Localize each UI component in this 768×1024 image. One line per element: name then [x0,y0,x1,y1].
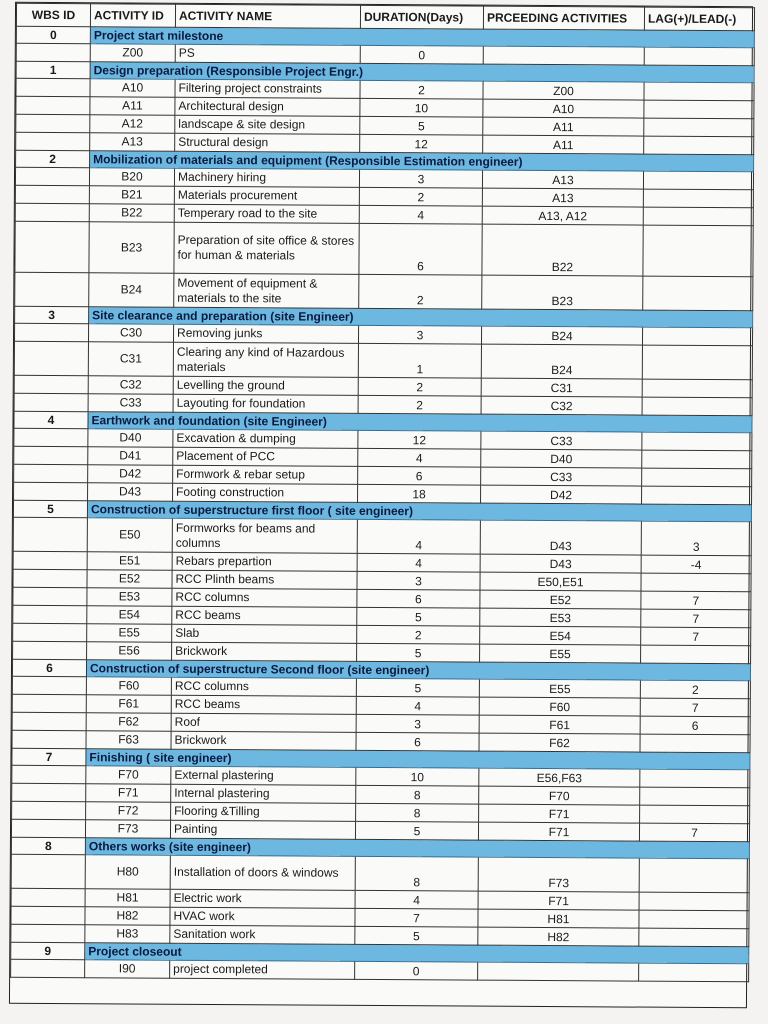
duration-days: 3 [357,571,480,590]
preceding-activities: H81 [478,909,639,928]
wbs-empty-cell [14,482,88,500]
activity-id: B20 [89,168,174,187]
activity-name: landscape & site design [175,115,360,134]
duration-days: 5 [357,607,480,626]
lag-lead: 7 [641,609,751,628]
activity-name: Preparation of site office & stores for human & materials [174,222,359,274]
activity-row [14,341,752,380]
lag-lead: -4 [641,555,751,574]
duration-days: 6 [358,466,481,485]
activity-id: D42 [88,465,173,484]
activity-id: F63 [86,731,171,750]
activity-id: B21 [89,186,174,205]
wbs-empty-cell [13,623,87,641]
activity-id: F60 [86,677,171,696]
lag-lead [644,100,754,119]
wbs-title: Earthwork and foundation (site Engineer) [88,412,752,433]
preceding-activities: D40 [481,449,642,468]
preceding-activities: D43 [480,554,641,573]
duration-days: 4 [355,890,478,909]
activity-id: A10 [90,79,175,98]
preceding-activities: F71 [478,822,639,841]
activity-name: HVAC work [170,907,355,926]
wbs-empty-cell [14,341,88,375]
activity-name: Architectural design [175,97,360,116]
lag-lead [642,327,752,346]
preceding-activities [483,46,644,65]
preceding-activities: A11 [483,135,644,154]
wbs-title: Construction of superstructure first floor ( site engineer) [87,501,751,522]
activity-id: H83 [85,925,170,944]
lag-lead [643,225,753,277]
activity-id: H82 [85,907,170,926]
activity-name: External plastering [171,766,356,785]
lag-lead [644,82,754,101]
preceding-activities: E52 [480,590,641,609]
duration-days: 10 [360,98,483,117]
duration-days: 4 [357,553,480,572]
activity-name: Placement of PCC [173,447,358,466]
preceding-activities: Z00 [483,81,644,100]
wbs-empty-cell [14,428,88,446]
preceding-activities: B24 [481,326,642,345]
wbs-empty-cell [16,96,90,114]
activity-id: C30 [88,324,173,343]
wbs-empty-cell [16,78,90,96]
preceding-activities: F71 [479,804,640,823]
activity-row [15,221,753,277]
preceding-activities: F62 [479,733,640,752]
activity-name: RCC Plinth beams [172,570,357,589]
duration-days: 6 [356,732,479,751]
activity-name: Formworks for beams and columns [172,518,357,553]
activity-name: Materials procurement [174,186,359,205]
duration-days: 5 [356,678,479,697]
preceding-activities: E55 [480,644,641,663]
duration-days: 8 [355,856,478,891]
duration-days: 6 [359,223,482,275]
preceding-activities: A11 [483,117,644,136]
schedule-sheet [9,2,753,1008]
activity-name: RCC beams [172,606,357,625]
lag-lead [644,136,754,155]
wbs-empty-cell [14,393,88,411]
wbs-title: Finishing ( site engineer) [86,749,750,770]
wbs-title: Project closeout [85,943,749,964]
wbs-empty-cell [14,446,88,464]
wbs-empty-cell [14,375,88,393]
activity-id: F73 [85,820,170,839]
duration-days: 8 [356,785,479,804]
activity-name: Electric work [170,889,355,908]
wbs-empty-cell [11,854,85,888]
activity-name: Layouting for foundation [173,394,358,413]
lag-lead [641,645,751,664]
lag-lead [642,486,752,505]
wbs-title: Construction of superstructure Second floor (site engineer) [86,660,750,681]
duration-days: 7 [355,908,478,927]
activity-id: C32 [88,376,173,395]
activity-name: Temperary road to the site [174,204,359,223]
activity-id: E50 [87,518,172,553]
duration-days: 0 [360,45,483,64]
activity-name: Painting [170,820,355,839]
duration-days: 10 [356,767,479,786]
wbs-title: Design preparation (Responsible Project Engr.) [90,62,754,83]
activity-name: RCC beams [171,695,356,714]
wbs-empty-cell [13,641,87,659]
preceding-activities: B23 [482,275,643,310]
lag-lead [642,450,752,469]
activity-name: Levelling the ground [173,376,358,395]
preceding-activities: E53 [480,608,641,627]
lag-lead [639,892,749,911]
duration-days: 2 [358,395,481,414]
wbs-title: Site clearance and preparation (site Engineer) [89,307,753,328]
activity-id: A13 [90,133,175,152]
wbs-id: 3 [15,306,89,323]
lag-lead [640,787,750,806]
lag-lead [639,910,749,929]
activity-name: Excavation & dumping [173,429,358,448]
activity-name: Flooring &Tilling [171,802,356,821]
wbs-id: 7 [12,748,86,765]
activity-id: F62 [86,713,171,732]
activity-name: Slab [172,624,357,643]
activity-row [11,959,749,982]
duration-days: 3 [358,325,481,344]
activity-name: Machinery hiring [174,168,359,187]
wbs-empty-cell [15,185,89,203]
lag-lead: 7 [639,823,749,842]
activity-id: E54 [87,606,172,625]
lag-lead: 6 [640,716,750,735]
wbs-empty-cell [13,551,87,569]
lag-lead [641,573,751,592]
lag-lead: 2 [640,680,750,699]
wbs-empty-cell [11,959,85,977]
activity-name: Internal plastering [171,784,356,803]
preceding-activities: F61 [479,715,640,734]
wbs-empty-cell [15,167,89,185]
activity-name: Sanitation work [170,925,355,944]
duration-days: 12 [360,134,483,153]
activity-id: E56 [87,642,172,661]
preceding-activities: C32 [481,396,642,415]
activity-id: F70 [86,766,171,785]
header-activity-id: ACTIVITY ID [90,4,175,28]
lag-lead [644,118,754,137]
lag-lead [640,734,750,753]
activity-id: A12 [90,115,175,134]
duration-days: 0 [355,961,478,980]
preceding-activities: C33 [481,431,642,450]
lag-lead [643,171,753,190]
lag-lead [644,47,754,66]
duration-days: 2 [359,187,482,206]
lag-lead: 7 [640,698,750,717]
activity-id: E52 [87,570,172,589]
duration-days: 1 [358,343,481,378]
duration-days: 5 [357,643,480,662]
header-preceding: PRCEEDING ACTIVITIES [483,6,644,30]
activity-id: B22 [89,204,174,223]
preceding-activities [478,962,639,981]
header-lag-lead: LAG(+)/LEAD(-) [644,7,754,31]
wbs-empty-cell [11,888,85,906]
wbs-empty-cell [11,924,85,942]
wbs-empty-cell [11,906,85,924]
activity-name: Removing junks [173,324,358,343]
lag-lead [640,769,750,788]
preceding-activities: A10 [483,99,644,118]
duration-days: 18 [358,484,481,503]
activity-name: Footing construction [173,483,358,502]
lag-lead [642,397,752,416]
lag-lead: 7 [641,591,751,610]
activity-row [11,854,749,893]
duration-days: 12 [358,430,481,449]
wbs-empty-cell [12,694,86,712]
wbs-empty-cell [12,801,86,819]
preceding-activities: F60 [479,697,640,716]
duration-days: 4 [357,519,480,554]
lag-lead [643,189,753,208]
wbs-id: 6 [12,659,86,676]
activity-id: I90 [85,960,170,979]
lag-lead: 3 [641,521,751,556]
duration-days: 4 [359,205,482,224]
preceding-activities: D43 [480,520,641,555]
wbs-empty-cell [15,221,89,272]
activity-name: Rebars prepartion [172,552,357,571]
activity-name: project completed [170,960,355,979]
duration-days: 2 [359,274,482,309]
activity-id: B24 [89,273,174,308]
preceding-activities: H82 [478,927,639,946]
duration-days: 3 [356,714,479,733]
wbs-empty-cell [12,712,86,730]
activity-table [10,3,755,982]
activity-id: Z00 [90,44,175,63]
duration-days: 4 [358,448,481,467]
activity-name: Roof [171,713,356,732]
activity-id: D40 [88,429,173,448]
activity-name: PS [175,44,360,63]
wbs-empty-cell [16,132,90,150]
activity-id: D41 [88,447,173,466]
wbs-empty-cell [11,819,85,837]
lag-lead [642,468,752,487]
wbs-empty-cell [12,765,86,783]
duration-days: 4 [356,696,479,715]
wbs-empty-cell [13,605,87,623]
activity-id: C31 [88,342,173,377]
preceding-activities: D42 [481,485,642,504]
duration-days: 5 [360,116,483,135]
lag-lead [642,432,752,451]
wbs-empty-cell [12,730,86,748]
lag-lead: 7 [641,627,751,646]
activity-id: E53 [87,588,172,607]
header-duration: DURATION(Days) [360,5,483,29]
duration-days: 8 [356,803,479,822]
preceding-activities: A13 [482,170,643,189]
duration-days: 5 [355,926,478,945]
lag-lead [640,805,750,824]
wbs-empty-cell [14,464,88,482]
preceding-activities: E54 [480,626,641,645]
wbs-id: 4 [14,411,88,428]
preceding-activities: E50,E51 [480,572,641,591]
preceding-activities: F73 [478,857,639,892]
activity-id: C33 [88,394,173,413]
activity-name: Movement of equipment & materials to the site [174,273,359,308]
wbs-title: Mobilization of materials and equipment (Responsible Estimation engineer) [90,151,754,172]
activity-row [13,517,751,556]
wbs-id: 2 [16,150,90,167]
lag-lead [643,207,753,226]
wbs-empty-cell [12,783,86,801]
wbs-id: 5 [13,500,87,517]
preceding-activities: B22 [482,224,643,276]
preceding-activities: F70 [479,786,640,805]
lag-lead [642,379,752,398]
duration-days: 2 [357,625,480,644]
activity-name: Structural design [175,133,360,152]
header-activity-name: ACTIVITY NAME [175,4,360,28]
duration-days: 2 [360,80,483,99]
wbs-id: 1 [16,61,90,78]
preceding-activities: F71 [478,891,639,910]
wbs-title: Others works (site engineer) [85,838,749,859]
wbs-empty-cell [13,587,87,605]
wbs-empty-cell [13,569,87,587]
preceding-activities: E55 [479,679,640,698]
lag-lead [642,345,752,380]
activity-id: H80 [85,855,170,890]
table-body [11,26,755,981]
activity-id: F71 [86,784,171,803]
wbs-empty-cell [16,114,90,132]
preceding-activities: A13, A12 [482,206,643,225]
activity-name: Filtering project constraints [175,79,360,98]
wbs-empty-cell [16,43,90,61]
duration-days: 5 [355,821,478,840]
activity-name: Installation of doors & windows [170,855,355,890]
wbs-id: 0 [16,26,90,43]
lag-lead [639,963,749,982]
activity-row [15,272,753,311]
activity-id: D43 [88,483,173,502]
lag-lead [639,928,749,947]
header-wbs-id: WBS ID [16,3,90,26]
activity-id: E51 [87,552,172,571]
wbs-id: 9 [11,942,85,959]
lag-lead [639,858,749,893]
activity-id: H81 [85,889,170,908]
wbs-id: 8 [11,837,85,854]
preceding-activities: B24 [481,344,642,379]
lag-lead [643,276,753,311]
wbs-empty-cell [15,203,89,221]
wbs-empty-cell [12,676,86,694]
activity-name: Formwork & rebar setup [173,465,358,484]
wbs-title: Project start milestone [90,27,754,48]
preceding-activities: C33 [481,467,642,486]
activity-name: RCC columns [171,677,356,696]
activity-id: F61 [86,695,171,714]
duration-days: 2 [358,377,481,396]
activity-name: Brickwork [172,642,357,661]
wbs-empty-cell [14,323,88,341]
preceding-activities: C31 [481,378,642,397]
duration-days: 3 [359,169,482,188]
activity-id: A11 [90,97,175,116]
wbs-empty-cell [15,272,89,306]
wbs-empty-cell [13,517,87,551]
activity-name: RCC columns [172,588,357,607]
activity-id: F72 [86,802,171,821]
preceding-activities: A13 [482,188,643,207]
activity-id: E55 [87,624,172,643]
activity-name: Brickwork [171,731,356,750]
duration-days: 6 [357,589,480,608]
activity-id: B23 [89,222,174,274]
preceding-activities: E56,F63 [479,768,640,787]
activity-name: Clearing any kind of Hazardous materials [173,342,358,377]
